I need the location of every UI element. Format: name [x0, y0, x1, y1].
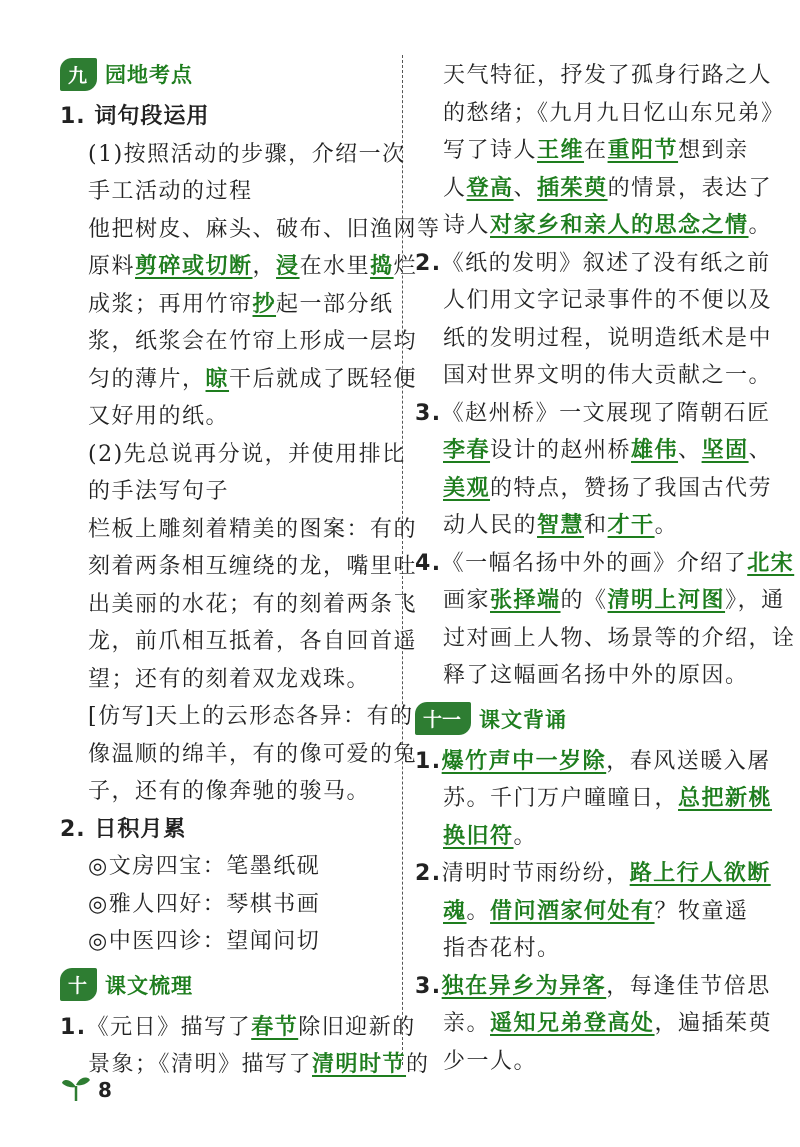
answer: 借问酒家何处有	[490, 897, 655, 924]
r4-line2: 画家张择端的《清明上河图》，通	[443, 587, 785, 613]
p1-line3: 成浆；再用竹帘抄起一部分纸	[88, 290, 394, 317]
q1a-line2: 手工活动的过程	[88, 179, 253, 204]
answer: 清明上河图	[607, 587, 726, 613]
section-title: 课文背诵	[479, 707, 568, 732]
answer: 才干	[607, 512, 655, 538]
answer: 路上行人欲断	[629, 860, 771, 886]
list-item: ◎雅人四好：琴棋书画	[88, 891, 321, 917]
answer: 总把新桃	[678, 785, 773, 811]
b3-line2: 亲。遥知兄弟登高处，遍插茱萸	[443, 1010, 773, 1036]
section-title: 课文梳理	[105, 973, 194, 998]
p2-line2: 刻着两条相互缠绕的龙，嘴里吐	[88, 554, 418, 579]
sprout-icon	[60, 1074, 92, 1102]
b2-line1: 2.清明时节雨纷纷，路上行人欲断	[415, 860, 771, 886]
r3-line3: 美观的特点，赞扬了我国古代劳	[443, 474, 773, 501]
list-item: ◎文房四宝：笔墨纸砚	[88, 854, 321, 879]
answer: 晾	[205, 365, 230, 392]
answer: 北宋	[747, 549, 795, 576]
answer: 独在异乡为异客	[441, 972, 607, 999]
left-column	[60, 50, 441, 1084]
answer: 抄	[252, 290, 277, 317]
p1-line1: 他把树皮、麻头、破布、旧渔网等	[88, 216, 441, 242]
answer: 坚固	[701, 437, 749, 463]
r3-line1: 3.《赵州桥》一文展现了隋朝石匠	[415, 400, 771, 426]
c1-line4: 人登高、插茱萸的情景，表达了	[443, 174, 773, 201]
answer: 插茱萸	[537, 174, 608, 201]
c1-line1: 天气特征，抒发了孤身行路之人	[443, 63, 773, 88]
section-badge: 十	[60, 968, 97, 1001]
answer: 魂	[443, 897, 467, 924]
b1-line2: 苏。千门万户曈曈日，总把新桃	[443, 785, 773, 811]
section-11-header	[415, 697, 755, 741]
b1-line1: 1.爆竹声中一岁除，春风送暖入屠	[415, 747, 771, 774]
section-badge: 九	[60, 58, 97, 91]
section-badge: 十一	[415, 702, 471, 735]
p2-line1: 栏板上雕刻着精美的图案：有的	[88, 516, 418, 542]
answer: 李春	[443, 437, 491, 463]
b3-line3: 少一人。	[443, 1048, 538, 1074]
c1-line3: 写了诗人王维在重阳节想到亲	[443, 137, 749, 163]
question-1-title: 1. 词句段运用	[60, 104, 210, 129]
p1-line2: 原料剪碎或切断，浸在水里捣烂	[88, 253, 418, 279]
right-column	[415, 57, 796, 1080]
b2-line3: 指杏花村。	[443, 936, 561, 961]
p1-line6: 又好用的纸。	[88, 404, 230, 429]
r4-line3: 过对画上人物、场景等的介绍，诠	[443, 625, 796, 651]
answer: 登高	[466, 174, 514, 201]
b3-line1: 3.独在异乡为异客，每逢佳节倍思	[415, 972, 771, 999]
r1-line2: 景象；《清明》描写了清明时节的	[88, 1051, 430, 1077]
b1-line3: 换旧符。	[443, 822, 538, 849]
r2-line4: 国对世界文明的伟大贡献之一。	[443, 363, 773, 388]
r2-line2: 人们用文字记录事件的不便以及	[443, 288, 773, 313]
r3-line4: 动人民的智慧和才干。	[443, 512, 679, 538]
p3-line3: 子，还有的像奔驰的骏马。	[88, 779, 371, 804]
section-10-header	[60, 963, 395, 1007]
p2-line3: 出美丽的水花；有的刻着两条飞	[88, 591, 418, 617]
b2-line2: 魂。借问酒家何处有？牧童遥	[443, 897, 749, 924]
answer: 遥知兄弟登高处	[490, 1010, 655, 1036]
r2-line3: 纸的发明过程，说明造纸术是中	[443, 325, 773, 351]
q1b-line1: (2)先总说再分说，并使用排比	[88, 441, 406, 467]
r3-line2: 李春设计的赵州桥雄伟、坚固、	[443, 437, 773, 463]
question-2-title: 2. 日积月累	[60, 816, 187, 842]
p2-line5: 望；还有的刻着双龙戏珠。	[88, 666, 371, 692]
r4-line1: 4.《一幅名扬中外的画》介绍了北宋	[415, 549, 795, 576]
section-title: 园地考点	[105, 63, 194, 87]
answer: 对家乡和亲人的思念之情	[490, 212, 749, 238]
q1b-line2: 的手法写句子	[88, 479, 230, 504]
page-number: 8	[98, 1078, 112, 1102]
p3-line2: 像温顺的绵羊，有的像可爱的兔	[88, 741, 418, 767]
answer: 美观	[443, 474, 491, 501]
answer: 爆竹声中一岁除	[441, 747, 607, 774]
section-9-header	[60, 52, 395, 96]
answer: 剪碎或切断	[135, 253, 253, 279]
p3-line1: [仿写]天上的云形态各异：有的	[88, 704, 414, 729]
answer: 清明时节	[312, 1051, 407, 1077]
answer: 浸	[276, 253, 300, 279]
p1-line4: 浆，纸浆会在竹帘上形成一层均	[88, 329, 418, 354]
answer: 春节	[251, 1013, 299, 1040]
answer: 重阳节	[607, 137, 679, 163]
r2-line1: 2.《纸的发明》叙述了没有纸之前	[415, 250, 771, 276]
c1-line5: 诗人对家乡和亲人的思念之情。	[443, 212, 773, 238]
answer: 换旧符	[443, 822, 514, 849]
p2-line4: 龙，前爪相互抵着，各自回首遥	[88, 629, 418, 654]
r1-line1: 1.《元日》描写了春节除旧迎新的	[60, 1013, 416, 1040]
p1-line5: 匀的薄片，晾干后就成了既轻便	[88, 365, 418, 392]
r4-line4: 释了这幅画名扬中外的原因。	[443, 663, 749, 688]
answer: 王维	[537, 137, 585, 163]
c1-line2: 的愁绪；《九月九日忆山东兄弟》	[443, 100, 785, 126]
answer: 张择端	[490, 587, 561, 613]
q1a-line1: (1)按照活动的步骤，介绍一次	[88, 141, 406, 167]
answer: 捣	[370, 253, 394, 279]
list-item: ◎中医四诊：望闻问切	[88, 929, 321, 954]
answer: 智慧	[537, 512, 585, 538]
answer: 雄伟	[631, 437, 679, 463]
